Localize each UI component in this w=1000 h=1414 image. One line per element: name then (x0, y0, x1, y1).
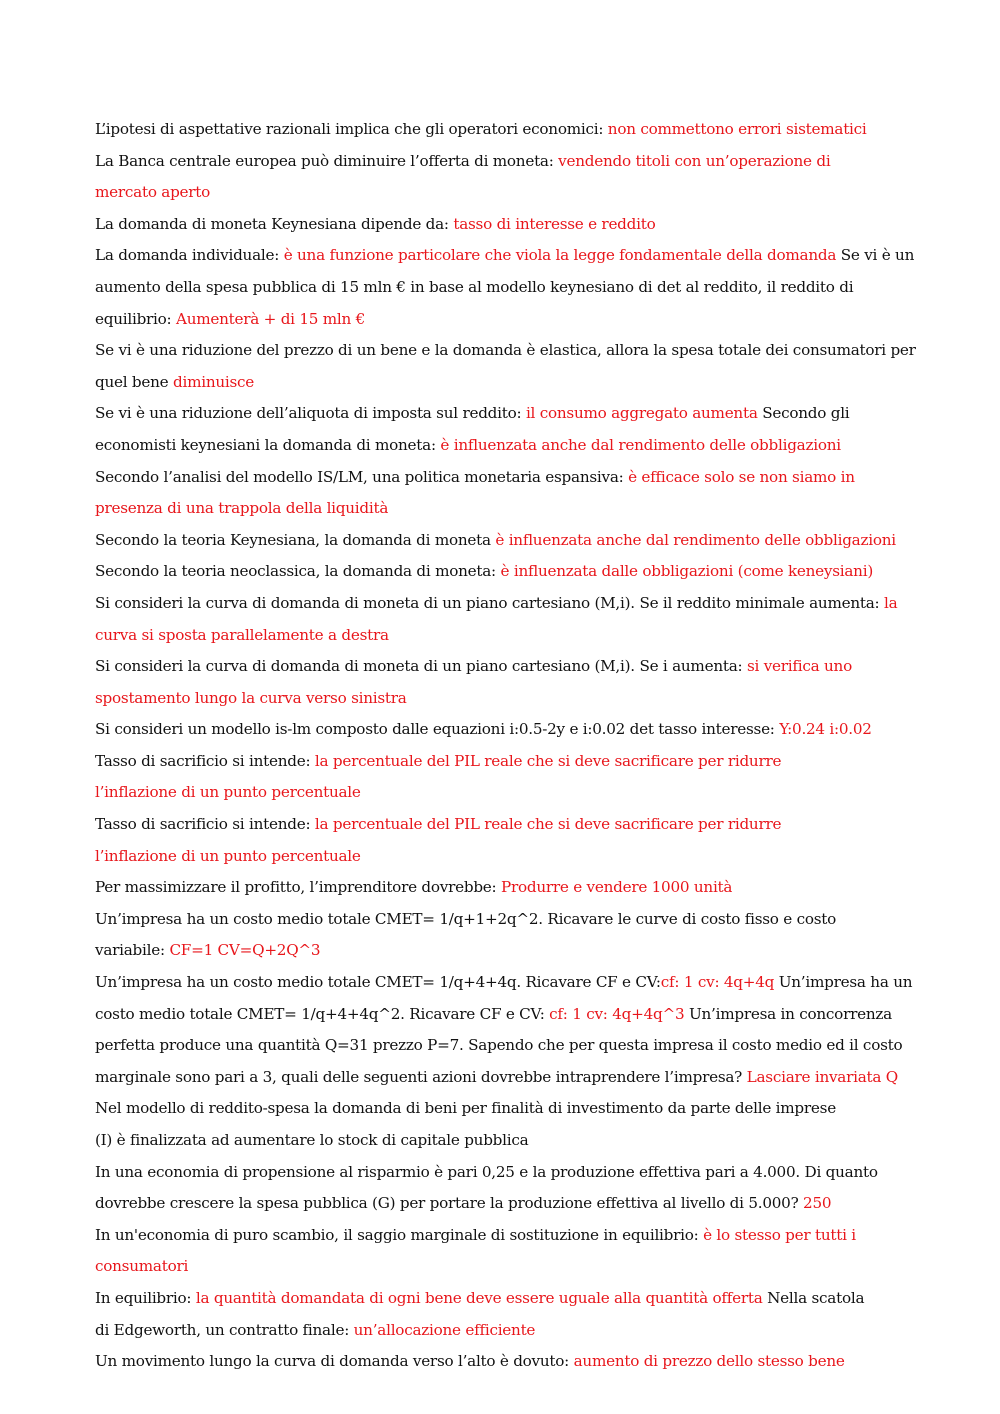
text-line (95, 272, 910, 304)
text-line (95, 1220, 910, 1252)
answer-text: la percentuale del PIL reale che si deve sacrificare per ridurre (314, 751, 782, 770)
question-text: Se vi è una riduzione dell’aliquota di imposta sul reddito: (95, 404, 526, 423)
text-line (95, 872, 910, 904)
text-line (95, 556, 910, 588)
answer-text: è influenzata anche dal rendimento delle obbligazioni (495, 530, 896, 549)
question-text: In una economia di propensione al risparmio è pari 0,25 e la produzione effettiva pari a 4.000. Di quanto (95, 1162, 878, 1181)
answer-text: diminuisce (172, 372, 255, 391)
question-text: Un movimento lungo la curva di domanda verso l’alto è dovuto: (95, 1352, 574, 1371)
answer-text: è influenzata anche dal rendimento delle obbligazioni (440, 435, 841, 454)
text-line (95, 177, 910, 209)
document-page (95, 114, 916, 1378)
question-text: Si consideri la curva di domanda di moneta di un piano cartesiano (M,i). Se il reddito minimale aumenta: (95, 593, 884, 612)
question-text: (I) è finalizzata ad aumentare lo stock di capitale pubblica (95, 1131, 529, 1149)
question-text: Tasso di sacrificio si intende: (95, 751, 315, 770)
answer-text: aumento di prezzo dello stesso bene (573, 1352, 845, 1371)
text-line (95, 114, 910, 146)
question-text: Un’impresa ha un costo medio totale CMET= 1/q+1+2q^2. Ricavare le curve di costo fisso e costo (95, 909, 837, 928)
text-line (95, 588, 910, 620)
text-line (95, 967, 913, 999)
question-text: Tasso di sacrificio si intende: (95, 815, 315, 834)
text-line (95, 525, 910, 557)
text-line (95, 1251, 910, 1283)
question-text: La domanda individuale: (95, 246, 284, 265)
question-text: variabile: (95, 941, 170, 960)
answer-text: Y:0.24 i:0.02 (779, 720, 872, 739)
text-line (95, 1062, 910, 1094)
answer-text: la (883, 593, 898, 612)
text-line (95, 809, 910, 841)
text-line (95, 777, 910, 809)
question-text: aumento della spesa pubblica di 15 mln € in base al modello keynesiano di det al reddito, il reddito di (95, 277, 854, 296)
answer-text: tasso di interesse e reddito (453, 214, 656, 233)
question-text: quel bene (95, 372, 173, 391)
text-line (95, 335, 916, 367)
answer-text: un’allocazione efficiente (353, 1320, 536, 1339)
answer-text: l’inflazione di un punto percentuale (95, 783, 361, 802)
text-line (95, 904, 910, 936)
question-text: Secondo l’analisi del modello IS/LM, una politica monetaria espansiva: (95, 467, 629, 486)
text-line (95, 1188, 910, 1220)
question-text: perfetta produce una quantità Q=31 prezzo P=7. Sapendo che per questa impresa il costo medio ed il costo (95, 1036, 903, 1055)
question-text: In equilibrio: (95, 1288, 196, 1307)
question-text: Un’impresa ha un (774, 973, 913, 992)
question-text: Per massimizzare il profitto, l’imprenditore dovrebbe: (95, 878, 501, 897)
question-text: costo medio totale CMET= 1/q+4+4q^2. Ricavare CF e CV: (95, 1004, 550, 1023)
text-line (95, 462, 910, 494)
question-text: economisti keynesiani la domanda di moneta: (95, 435, 441, 454)
text-line (95, 1030, 910, 1062)
question-text: Si consideri un modello is-lm composto dalle equazioni i:0.5-2y e i:0.02 det tasso interesse: (95, 720, 780, 739)
text-line (95, 304, 910, 336)
question-text: Se vi è una riduzione del prezzo di un bene e la domanda è elastica, allora la spesa totale dei consumatori per (95, 341, 916, 360)
answer-text: CF=1 CV=Q+2Q^3 (169, 941, 321, 960)
answer-text: vendendo titoli con un’operazione di (558, 151, 831, 170)
text-line (95, 1093, 910, 1125)
text-line (95, 1125, 910, 1157)
text-line (95, 746, 910, 778)
answer-text: è influenzata dalle obbligazioni (come keneysiani) (500, 562, 873, 581)
answer-text: l’inflazione di un punto percentuale (95, 846, 361, 865)
text-line (95, 1157, 910, 1189)
question-text: Un’impresa ha un costo medio totale CMET= 1/q+4+4q. Ricavare CF e CV: (95, 973, 661, 992)
question-text: In un'economia di puro scambio, il saggio marginale di sostituzione in equilibrio: (95, 1225, 704, 1244)
question-text: Nel modello di reddito-spesa la domanda di beni per finalità di investimento da parte delle imprese (95, 1099, 836, 1118)
question-text: Si consideri la curva di domanda di moneta di un piano cartesiano (M,i). Se i aumenta: (95, 657, 747, 676)
text-line (95, 683, 910, 715)
answer-text: 250 (803, 1194, 832, 1213)
question-text: Secondo la teoria neoclassica, la domanda di moneta: (95, 562, 501, 581)
answer-text: la quantità domandata di ogni bene deve essere uguale alla quantità offerta (195, 1288, 763, 1307)
text-line (95, 240, 915, 272)
question-text: Nella scatola (762, 1288, 865, 1307)
question-text: Secondo gli (757, 404, 850, 423)
question-text: Se vi è un (836, 246, 915, 265)
answer-text: è lo stesso per tutti i (703, 1225, 856, 1244)
text-line (95, 430, 910, 462)
question-text: Secondo la teoria Keynesiana, la domanda di moneta (95, 530, 496, 549)
text-line (95, 714, 910, 746)
text-line (95, 841, 910, 873)
answer-text: non commettono errori sistematici (607, 120, 867, 138)
answer-text: il consumo aggregato aumenta (525, 404, 758, 423)
answer-text: Lasciare invariata Q (746, 1067, 898, 1086)
question-text: equilibrio: (95, 309, 176, 328)
answer-text: Produrre e vendere 1000 unità (500, 878, 733, 897)
text-line (95, 1283, 910, 1315)
text-line (95, 398, 910, 430)
answer-text: cf: 1 cv: 4q+4q^3 (549, 1004, 685, 1023)
question-text: dovrebbe crescere la spesa pubblica (G) per portare la produzione effettiva al livello di 5.000? (95, 1194, 804, 1213)
text-line (95, 999, 910, 1031)
text-line (95, 620, 910, 652)
question-text: La Banca centrale europea può diminuire l’offerta di moneta: (95, 151, 559, 170)
answer-text: la percentuale del PIL reale che si deve sacrificare per ridurre (314, 815, 782, 834)
text-line (95, 209, 910, 241)
text-line (95, 493, 910, 525)
answer-text: curva si sposta parallelamente a destra (95, 625, 389, 644)
answer-text: mercato aperto (95, 183, 211, 202)
answer-text: spostamento lungo la curva verso sinistra (95, 688, 407, 707)
question-text: Un’impresa in concorrenza (684, 1004, 892, 1023)
text-line (95, 651, 910, 683)
answer-text: consumatori (95, 1257, 189, 1276)
answer-text: si verifica uno (746, 657, 852, 676)
text-line (95, 935, 910, 967)
answer-text: Aumenterà + di 15 mln € (176, 309, 366, 328)
answer-text: è una funzione particolare che viola la legge fondamentale della domanda (283, 246, 837, 265)
question-text: marginale sono pari a 3, quali delle seguenti azioni dovrebbe intraprendere l’impresa? (95, 1067, 747, 1086)
text-line (95, 367, 910, 399)
question-text: La domanda di moneta Keynesiana dipende da: (95, 214, 454, 233)
question-text: di Edgeworth, un contratto finale: (95, 1320, 354, 1339)
answer-text: presenza di una trappola della liquidità (95, 499, 389, 518)
text-line (95, 1315, 910, 1347)
text-line (95, 146, 910, 178)
text-line (95, 1346, 910, 1378)
answer-text: cf: 1 cv: 4q+4q (660, 973, 775, 992)
question-text: L’ipotesi di aspettative razionali implica che gli operatori economici: (95, 120, 608, 138)
answer-text: è efficace solo se non siamo in (628, 467, 855, 486)
